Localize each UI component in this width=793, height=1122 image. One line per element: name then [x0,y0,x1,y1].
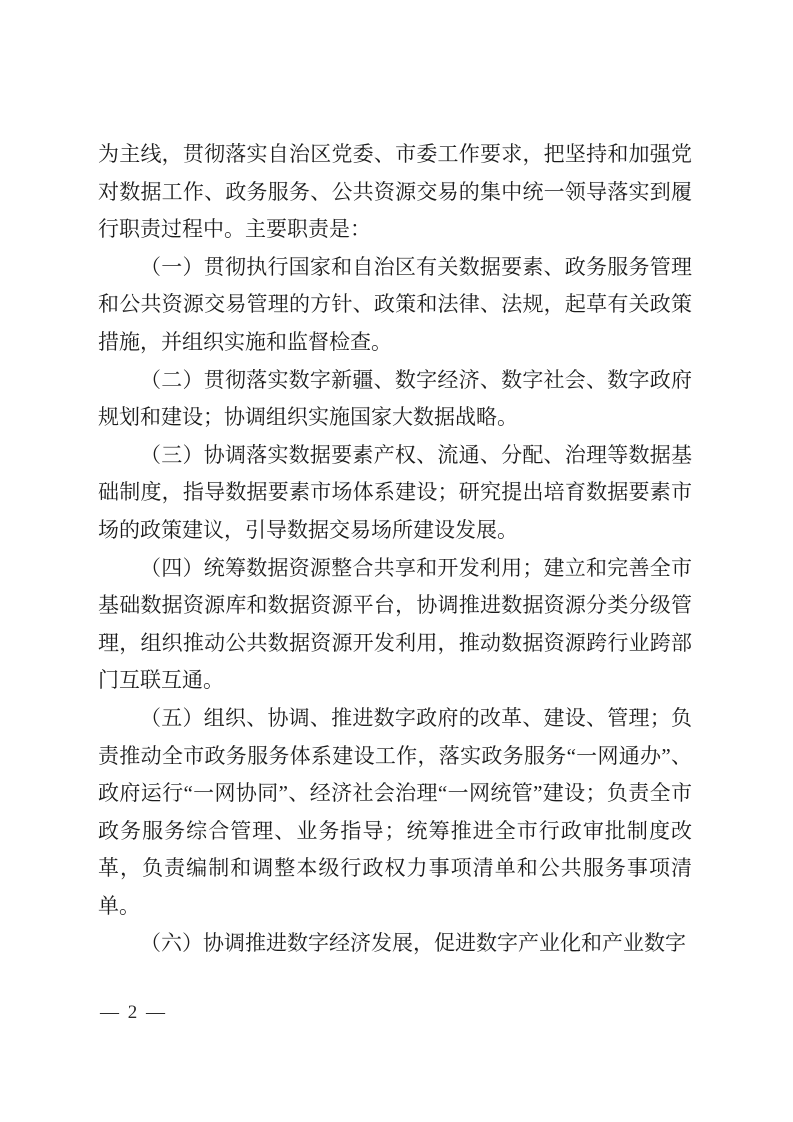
paragraph-continuation: 为主线，贯彻落实自治区党委、市委工作要求，把坚持和加强党对数据工作、政务服务、公共资源交易的集中统一领导落实到履行职责过程中。主要职责是： [98,142,692,242]
duty-item-6: （六）协调推进数字经济发展，促进数字产业化和产业数字 [140,931,686,956]
duty-item-1: （一）贯彻执行国家和自治区有关数据要素、政务服务管理和公共资源交易管理的方针、政策和法律、法规，起草有关政策措施，并组织实施和监督检查。 [98,254,692,354]
duty-item-4: （四）统筹数据资源整合共享和开发利用；建立和完善全市基础数据资源库和数据资源平台，协调推进数据资源分类分级管理，组织推动公共数据资源开发利用，推动数据资源跨行业跨部门互联互通。 [98,555,692,693]
document-body [98,136,692,963]
duty-item-3: （三）协调落实数据要素产权、流通、分配、治理等数据基础制度，指导数据要素市场体系建设；研究提出培育数据要素市场的政策建议，引导数据交易场所建设发展。 [98,442,692,542]
duty-item-5: （五）组织、协调、推进数字政府的改革、建设、管理；负责推动全市政务服务体系建设工作，落实政务服务“一网通办”、政府运行“一网协同”、经济社会治理“一网统管”建设；负责全市政务服务综合管理、业务指导；统筹推进全市行政审批制度改革，负责编制和调整本级行政权力事项清单和公共服务事项清单。 [98,705,692,918]
page-number: — 2 — [100,1002,167,1023]
duty-item-2: （二）贯彻落实数字新疆、数字经济、数字社会、数字政府规划和建设；协调组织实施国家大数据战略。 [98,367,692,430]
